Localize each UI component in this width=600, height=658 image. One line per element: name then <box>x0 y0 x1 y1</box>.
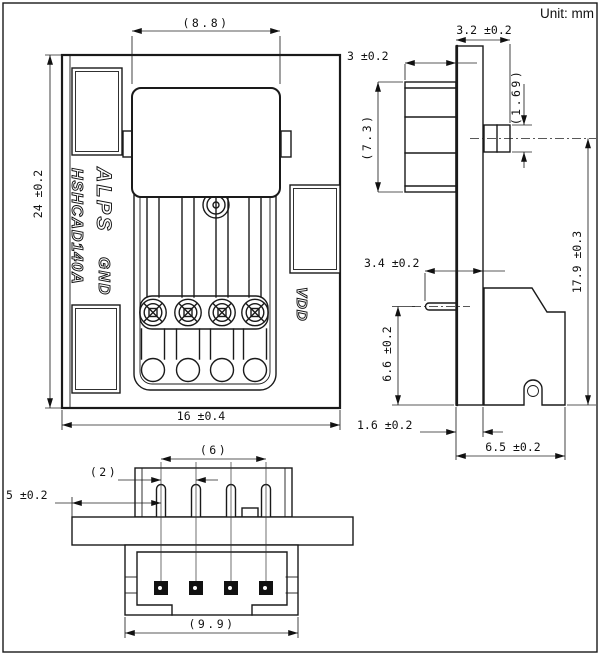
base-plate-side <box>456 46 483 405</box>
pad-bottom-left <box>72 305 120 393</box>
dim-body-height <box>567 139 596 406</box>
cover-tab-right <box>281 131 291 157</box>
dim-pin-to-bottom <box>380 307 454 406</box>
screw <box>242 299 268 325</box>
dim-text: 5 ±0.2 <box>6 488 48 502</box>
sensor-cover <box>132 88 280 197</box>
side-view <box>347 23 596 460</box>
dim-edge-to-pin <box>6 488 161 517</box>
front-view <box>31 16 340 430</box>
slot-pin-detail <box>528 386 539 397</box>
flange-plate <box>72 517 353 545</box>
pad-right <box>290 185 340 273</box>
gnd-label: GND <box>95 257 112 296</box>
dim-plate-thickness <box>357 407 503 437</box>
dim-text: (6) <box>199 443 229 457</box>
housing-side-profile <box>484 288 565 405</box>
part-number-label: HSHCAD140A <box>68 168 85 285</box>
dim-text: 1.6 ±0.2 <box>357 418 413 432</box>
dim-text: (8.8) <box>182 16 230 30</box>
dim-text: (9.9) <box>188 617 236 631</box>
brand-label: ALPS <box>92 167 115 234</box>
dim-pin-pitch <box>90 465 218 480</box>
dim-text: (1.69) <box>509 68 523 126</box>
dim-text: (7.3) <box>360 113 374 161</box>
cover-side-profile <box>405 82 456 192</box>
vdd-label: VDD <box>293 287 310 322</box>
dim-text: (2) <box>89 465 119 479</box>
terminal-screws <box>140 299 268 325</box>
terminal-stems <box>142 329 267 359</box>
dim-housing-width <box>125 617 298 638</box>
dim-text: 3.2 ±0.2 <box>456 23 512 37</box>
screw <box>140 299 166 325</box>
dim-cover-width <box>132 16 280 84</box>
dim-boss-height <box>509 69 532 168</box>
dim-text: 24 ±0.2 <box>31 169 45 219</box>
dim-text: 6.5 ±0.2 <box>485 440 541 454</box>
dim-text: 3.4 ±0.2 <box>364 256 420 270</box>
dim-text: 16 ±0.4 <box>176 409 226 423</box>
dim-text: 3 ±0.2 <box>347 49 389 63</box>
polarity-notch <box>242 508 258 517</box>
bottom-view <box>6 443 353 638</box>
dim-cover-height <box>360 82 403 192</box>
pad-top-left <box>72 68 122 155</box>
terminal-eyelets <box>142 359 267 382</box>
dim-width <box>62 409 340 430</box>
screw <box>175 299 201 325</box>
connector-housing <box>125 545 298 615</box>
screw <box>209 299 235 325</box>
dim-text: 6.6 ±0.2 <box>380 326 394 382</box>
dim-text: 17.9 ±0.3 <box>570 230 584 294</box>
dim-housing-depth <box>456 407 565 460</box>
dim-height <box>31 55 62 408</box>
body-outline <box>134 168 276 390</box>
unit-note: Unit: mm <box>540 6 594 21</box>
dim-pin-span <box>161 443 266 459</box>
